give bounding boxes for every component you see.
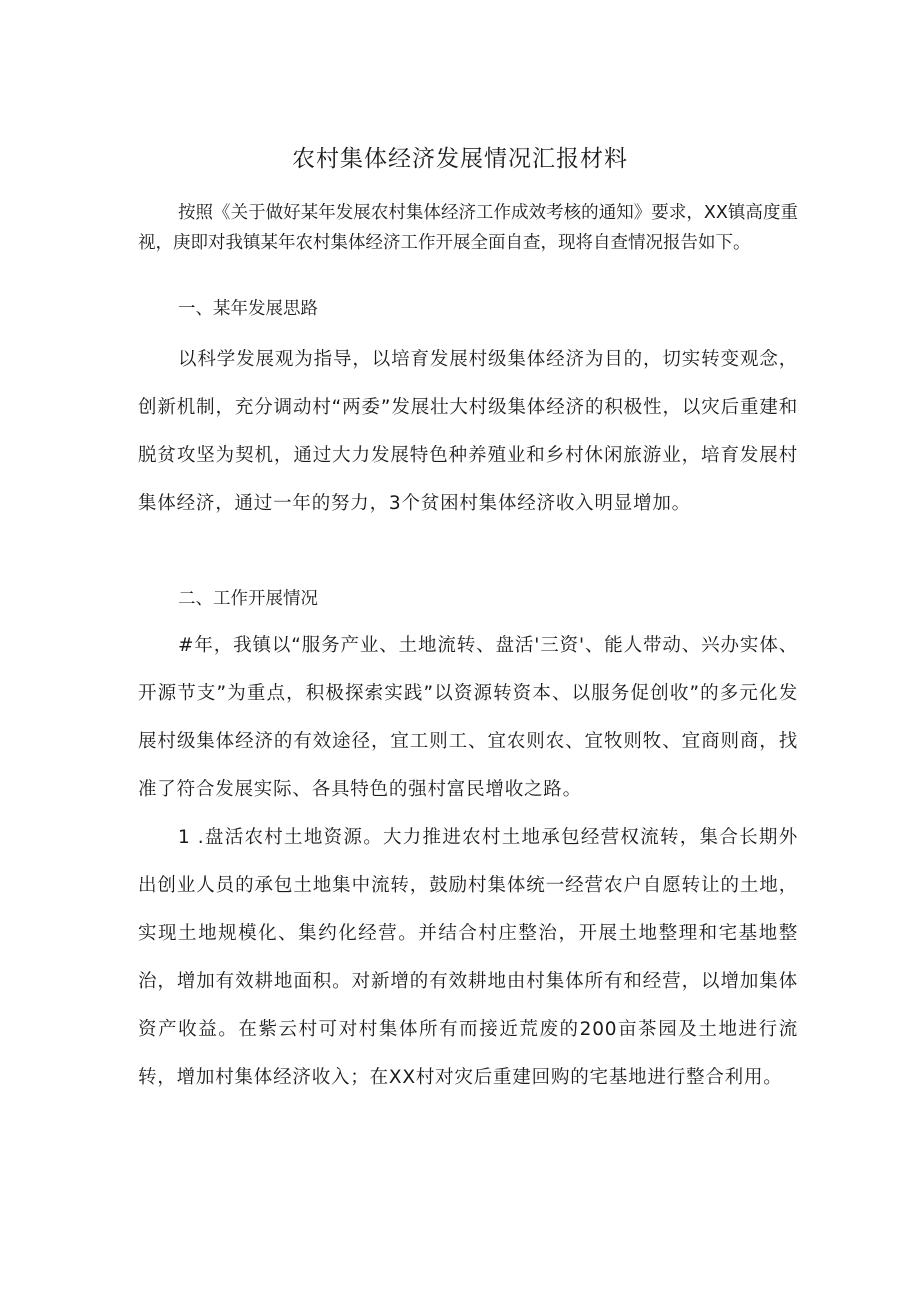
- section-2-paragraph: #年，我镇以“服务产业、土地流转、盘活'三资'、能人带动、兴办实体、开源节支”为重点，积极探索实践”以资源转资本、以服务促创收”的多元化发展村级集体经济的有效途径，宜工则工、宜农则农、宜牧则牧、宜商则商，找准了符合发展实际、各具特色的强村富民增收之路。: [138, 635, 798, 800]
- section-1-paragraph: 以科学发展观为指导，以培育发展村级集体经济为目的，切实转变观念，创新机制，充分调动村“两委”发展壮大村级集体经济的积极性，以灾后重建和脱贫攻坚为契机，通过大力发展特色种养殖业和乡村休闲旅游业，培育发展村集体经济，通过一年的努力，3个贫困村集体经济收入明显增加。: [138, 349, 798, 514]
- item-1-paragraph: 1 .盘活农村土地资源。大力推进农村土地承包经营权流转，集合长期外出创业人员的承包土地集中流转，鼓励村集体统一经营农户自愿转让的土地，实现土地规模化、集约化经营。并结合村庄整治，开展土地整理和宅基地整治，增加有效耕地面积。对新增的有效耕地由村集体所有和经营，以增加集体资产收益。在紫云村可对村集体所有而接近荒废的200亩茶园及土地进行流转，增加村集体经济收入；在XX村对灾后重建回购的宅基地进行整合利用。: [138, 827, 798, 1088]
- document-title: 农村集体经济发展情况汇报材料: [292, 146, 628, 172]
- section-heading-1: 一、某年发展思路: [178, 299, 318, 319]
- section-heading-2: 二、工作开展情况: [178, 589, 318, 609]
- intro-paragraph: 按照《关于做好某年发展农村集体经济工作成效考核的通知》要求，XX镇高度重视，庚即对我镇某年农村集体经济工作开展全面自查，现将自查情况报告如下。: [138, 203, 798, 253]
